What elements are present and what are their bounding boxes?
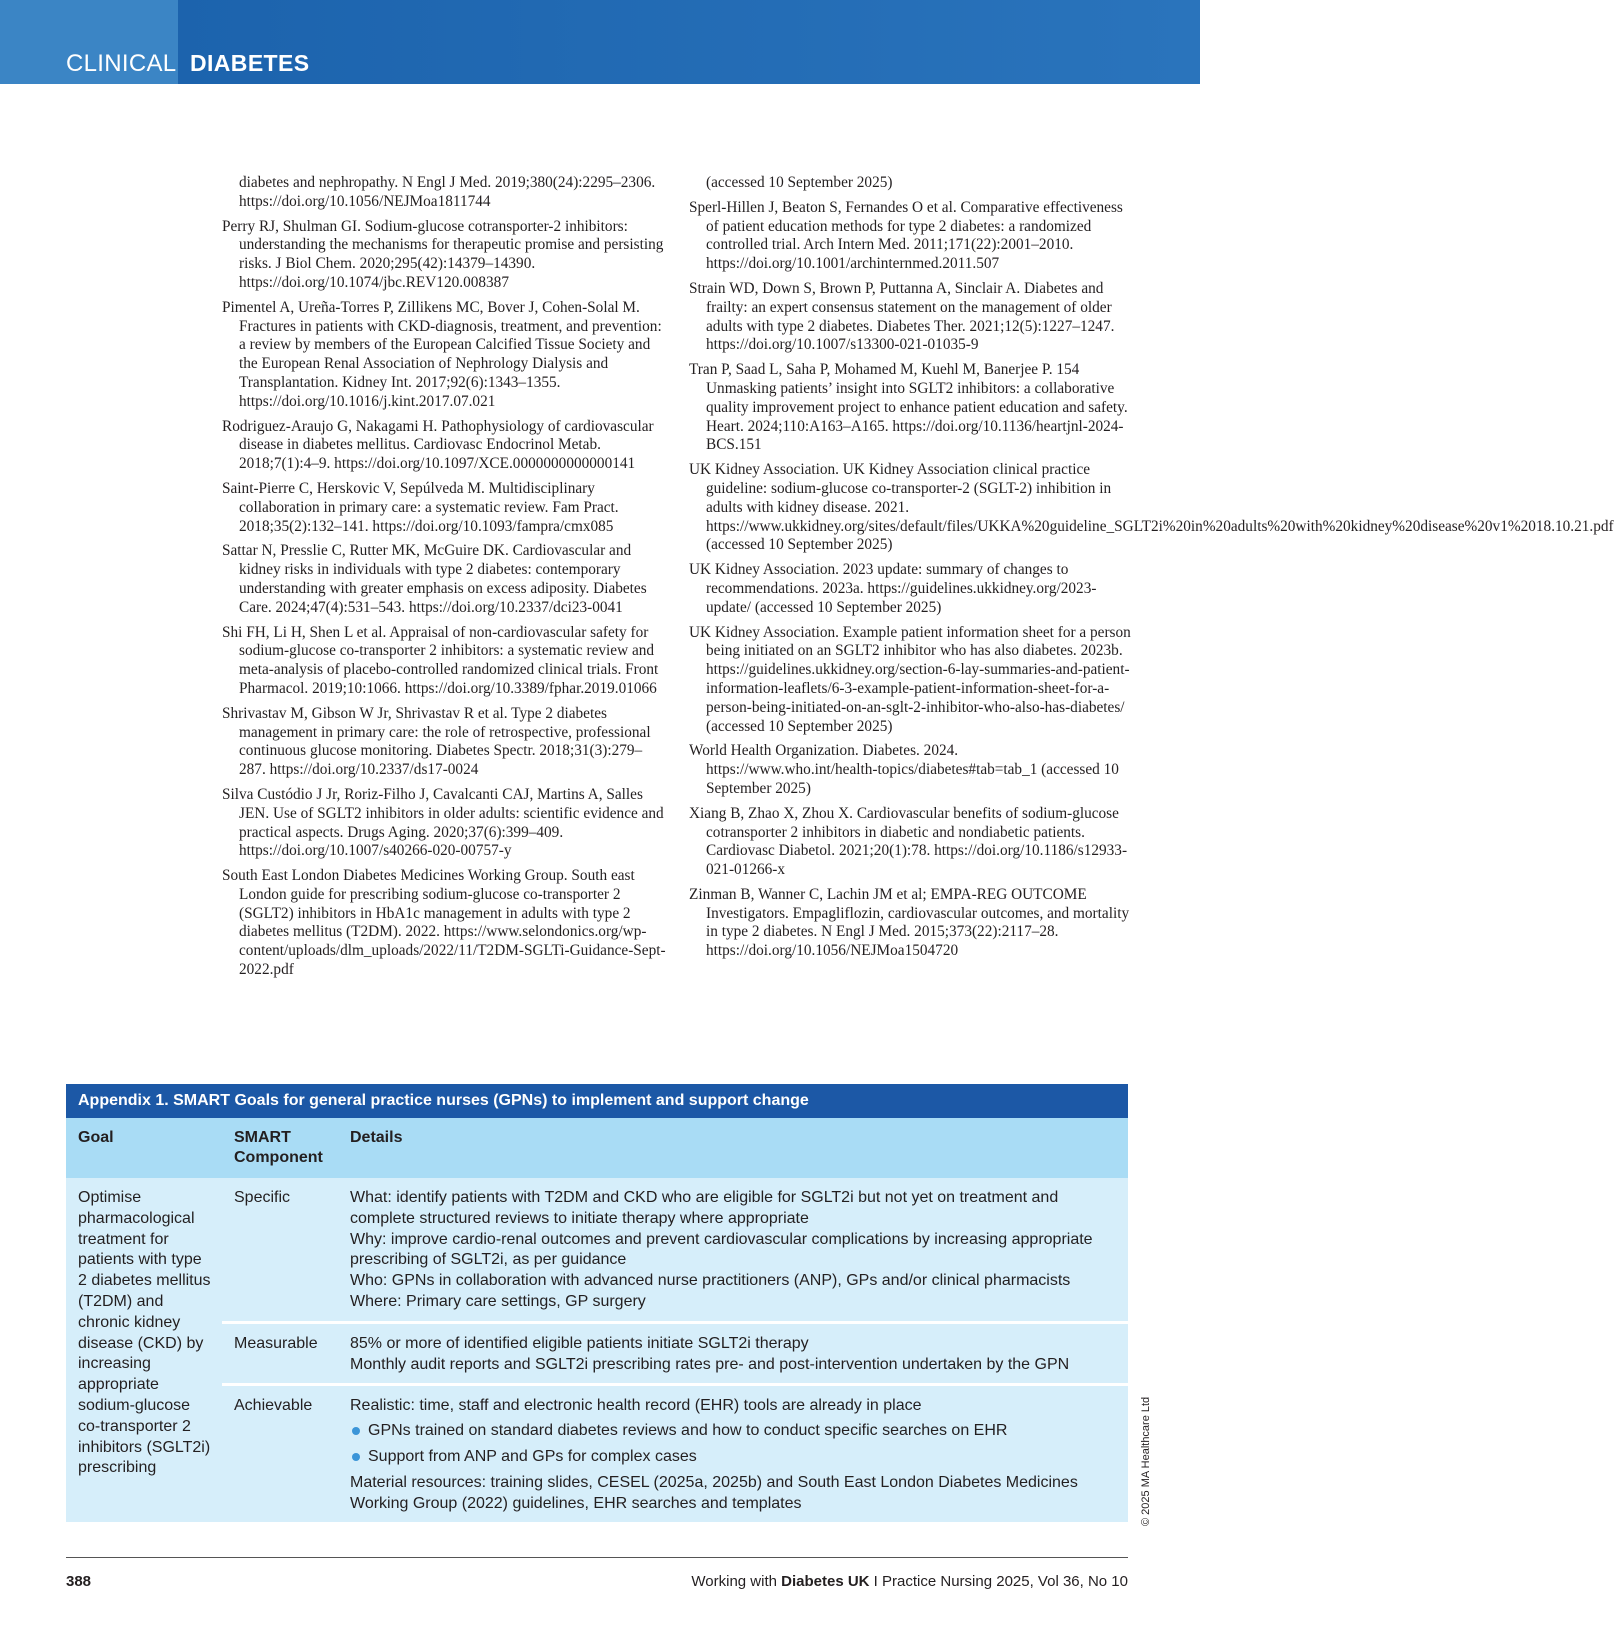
achievable-bullet-list <box>350 1421 1118 1468</box>
list-item: Support from ANP and GPs for complex cases <box>350 1447 1118 1468</box>
copyright-notice: © 2025 MA Healthcare Ltd <box>1140 1396 1152 1526</box>
reference-entry: Shi FH, Li H, Shen L et al. Appraisal of non-cardiovascular safety for sodium-glucose co-transporter 2 inhibitors: a systematic review and meta-analysis of placebo-controlled randomized clinical trials. Front Pharmacol. 2019;10:1066. https://doi.org/10.3389/fphar.2019.01066 <box>222 623 659 697</box>
reference-entry: (accessed 10 September 2025) <box>706 174 893 191</box>
reference-entry: Silva Custódio J Jr, Roriz-Filho J, Cavalcanti CAJ, Martins A, Salles JEN. Use of SGLT2 inhibitors in older adults: scientific evidence and practical aspects. Drugs Aging. 2020;37(6):399–409. https://doi.org/10.1007/s40266-020-00757-y <box>222 785 664 860</box>
reference-entry: Rodriguez-Araujo G, Nakagami H. Pathophysiology of cardiovascular disease in diabetes mellitus. Cardiovasc Endocrinol Metab. 2018;7(1):4–9. https://doi.org/10.1097/XCE.0000000000000141 <box>222 417 654 473</box>
measurable-line-2: Monthly audit reports and SGLT2i prescribing rates pre- and post-intervention undertaken by the GPN <box>350 1355 1070 1373</box>
table-header-row <box>66 1118 1128 1178</box>
specific-who: Who: GPNs in collaboration with advanced nurse practitioners (ANP), GPs and/or clinical pharmacists <box>350 1272 1071 1290</box>
component-measurable: Measurable <box>222 1322 338 1385</box>
reference-entry: Sperl-Hillen J, Beaton S, Fernandes O et al. Comparative effectiveness of patient education methods for type 2 diabetes: a randomized controlled trial. Arch Intern Med. 2011;171(22):2001–2010. https://doi.org/10.1001/archinternmed.2011.507 <box>689 198 1123 273</box>
details-measurable <box>338 1322 1128 1385</box>
bullet-icon <box>352 1453 360 1461</box>
reference-entry: UK Kidney Association. Example patient information sheet for a person being initiated on an SGLT2 inhibitor who has also diabetes. 2023b. https://guidelines.ukkidney.org/section-6-lay-summaries-and-patient-information-leaflets/6-3-example-patient-information-sheet-for-a-person-being-initiated-on-an-sglt-2-inhibitor-who-also-has-diabetes/ (accessed 10 September 2025) <box>689 623 1131 735</box>
journal-brand: Diabetes UK <box>781 1573 870 1590</box>
bullet-icon <box>352 1427 360 1435</box>
section-label: CLINICAL <box>66 50 177 77</box>
table-row-specific <box>66 1178 1128 1322</box>
reference-entry: South East London Diabetes Medicines Working Group. South east London guide for prescribing sodium-glucose co-transporter 2 (SGLT2) inhibitors in HbA1c management in adults with type 2 diabetes mellitus (T2DM). 2022. https://www.selondonics.org/wp-content/uploads/dlm_uploads/2022/11/T2DM-SGLTi-Guidance-Sept-2022.pdf <box>222 867 666 979</box>
topic-label: DIABETES <box>190 50 310 76</box>
header-smart-component: SMART Component <box>222 1118 338 1178</box>
list-item: GPNs trained on standard diabetes reviews and how to conduct specific searches on EHR <box>350 1421 1118 1442</box>
reference-entry: World Health Organization. Diabetes. 2024. https://www.who.int/health-topics/diabetes#tab=tab_1 (accessed 10 September 2025) <box>689 742 1119 797</box>
page-header <box>0 0 1200 84</box>
smart-goals-table <box>66 1118 1128 1522</box>
reference-entry: Perry RJ, Shulman GI. Sodium-glucose cotransporter-2 inhibitors: understanding the mechanisms for therapeutic promise and persisting risks. J Biol Chem. 2020;295(42):14379–14390. https://doi.org/10.1074/jbc.REV120.008387 <box>222 217 664 291</box>
header-band-right <box>178 0 1200 84</box>
goal-cell: Optimise pharmacological treatment for patients with type 2 diabetes mellitus (T2DM) and chronic kidney disease (CKD) by increasing appropriate sodium-glucose co-transporter 2 inhibitors (SGLT2i) prescribing <box>66 1178 222 1522</box>
reference-entry: diabetes and nephropathy. N Engl J Med. 2019;380(24):2295–2306. https://doi.org/10.1056/NEJMoa1811744 <box>239 174 656 210</box>
appendix-title: Appendix 1. SMART Goals for general practice nurses (GPNs) to implement and support change <box>66 1084 1128 1118</box>
reference-entry: UK Kidney Association. 2023 update: summary of changes to recommendations. 2023a. https://guidelines.ukkidney.org/2023-update/ (accessed 10 September 2025) <box>689 561 1097 616</box>
table-row-achievable <box>66 1385 1128 1522</box>
reference-entry: Shrivastav M, Gibson W Jr, Shrivastav R et al. Type 2 diabetes management in primary care: the role of retrospective, professional continuous glucose monitoring. Diabetes Spectr. 2018;31(3):279–287. https://doi.org/10.2337/ds17-0024 <box>222 704 651 779</box>
journal-citation: Working with Diabetes UK I Practice Nursing 2025, Vol 36, No 10 <box>691 1573 1128 1590</box>
references-column-1 <box>222 174 668 986</box>
reference-entry: Sattar N, Presslie C, Rutter MK, McGuire DK. Cardiovascular and kidney risks in individuals with type 2 diabetes: contemporary understanding with greater emphasis on excess adiposity. Diabetes Care. 2024;47(4):531–543. https://doi.org/10.2337/dci23-0041 <box>222 542 647 616</box>
measurable-line-1: 85% or more of identified eligible patients initiate SGLT2i therapy <box>350 1334 809 1352</box>
achievable-line-2: Material resources: training slides, CESEL (2025a, 2025b) and South East London Diabetes Medicines Working Group (2022) guidelines, EHR searches and templates <box>350 1473 1078 1512</box>
references-column-2 <box>689 174 1614 967</box>
reference-entry: Pimentel A, Ureña-Torres P, Zillikens MC, Bover J, Cohen-Solal M. Fractures in patients with CKD-diagnosis, treatment, and prevention: a review by members of the European Calcified Tissue Society and the European Renal Association of Nephrology Dialysis and Transplantation. Kidney Int. 2017;92(6):1343–1355. https://doi.org/10.1016/j.kint.2017.07.021 <box>222 298 662 410</box>
reference-entry: UK Kidney Association. UK Kidney Association clinical practice guideline: sodium-glucose co-transporter-2 (SGLT-2) inhibition in adults with kidney disease. 2021. https://www.ukkidney.org/sites/default/files/UKKA%20guideline_SGLT2i%20in%20adults%20with%20kidney%20disease%20v1%2018.10.21.pdf (accessed 10 September 2025) <box>689 461 1614 554</box>
footer-divider <box>66 1557 1128 1558</box>
details-specific <box>338 1178 1128 1322</box>
page-number: 388 <box>66 1573 92 1590</box>
appendix-table-box <box>66 1084 1128 1522</box>
specific-what: What: identify patients with T2DM and CKD who are eligible for SGLT2i but not yet on treatment and complete structured reviews to initiate therapy where appropriate <box>350 1189 1059 1227</box>
details-achievable <box>338 1385 1128 1522</box>
reference-entry: Zinman B, Wanner C, Lachin JM et al; EMPA-REG OUTCOME Investigators. Empagliflozin, cardiovascular outcomes, and mortality in type 2 diabetes. N Engl J Med. 2015;373(22):2117–28. https://doi.org/10.1056/NEJMoa1504720 <box>689 885 1130 960</box>
reference-entry: Saint-Pierre C, Herskovic V, Sepúlveda M. Multidisciplinary collaboration in primary care: a systematic review. Fam Pract. 2018;35(2):132–141. https://doi.org/10.1093/fampra/cmx085 <box>222 479 619 535</box>
table-row-measurable <box>66 1322 1128 1385</box>
achievable-line-1: Realistic: time, staff and electronic health record (EHR) tools are already in place <box>350 1397 922 1415</box>
specific-why: Why: improve cardio-renal outcomes and prevent cardiovascular complications by increasing appropriate prescribing of SGLT2i, as per guidance <box>350 1230 1093 1269</box>
header-details: Details <box>338 1118 1128 1178</box>
reference-entry: Xiang B, Zhao X, Zhou X. Cardiovascular benefits of sodium-glucose cotransporter 2 inhibitors in diabetic and nondiabetic patients. Cardiovasc Diabetol. 2021;20(1):78. https://doi.org/10.1186/s12933-021-01266-x <box>689 804 1128 879</box>
component-specific: Specific <box>222 1178 338 1322</box>
reference-entry: Tran P, Saad L, Saha P, Mohamed M, Kuehl M, Banerjee P. 154 Unmasking patients’ insight into SGLT2 inhibitors: a collaborative quality improvement project to enhance patient education and safety. Heart. 2024;110:A163–A165. https://doi.org/10.1136/heartjnl-2024-BCS.151 <box>689 361 1128 454</box>
specific-where: Where: Primary care settings, GP surgery <box>350 1292 646 1310</box>
header-goal: Goal <box>66 1118 222 1178</box>
reference-entry: Strain WD, Down S, Brown P, Puttanna A, Sinclair A. Diabetes and frailty: an expert consensus statement on the management of older adults with type 2 diabetes. Diabetes Ther. 2021;12(5):1227–1247. https://doi.org/10.1007/s13300-021-01035-9 <box>689 279 1115 354</box>
component-achievable: Achievable <box>222 1385 338 1522</box>
